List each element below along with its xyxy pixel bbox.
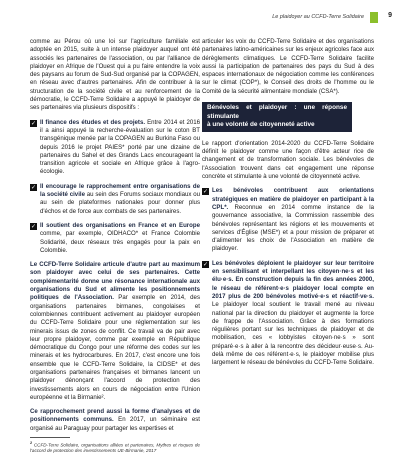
- header-title: Le plaidoyer au CCFD-Terre Solidaire: [272, 14, 364, 20]
- section-heading-box: [202, 102, 352, 132]
- footnote-divider: [30, 437, 70, 438]
- section-heading-line-2: à une volonté de citoyenneté active: [207, 121, 315, 129]
- bullet-text: comme, par exemple, OIDHACO* et France Colombie Solidarité, deux réseaux très engagés pour la paix en Colombie.: [40, 230, 200, 254]
- bullet-civil-society: [30, 183, 200, 216]
- header-accent-bar: [370, 12, 378, 23]
- bullet-text: au sein des Forums sociaux mondiaux ou au sein de plateformes nationales pour donner plus d'échos et de force aux combats de ses partenaires.: [40, 191, 200, 215]
- bullet-lead: Il soutient des organisations en France et en Europe: [40, 221, 200, 229]
- page-number: 9: [388, 12, 392, 19]
- section-heading-line-1: Bénévoles et plaidoyer : une réponse stimulante: [207, 104, 347, 120]
- left-paragraph-3: [30, 408, 200, 433]
- bullet-lead: Il encourage le rapprochement entre organisations de la société civile: [40, 182, 200, 199]
- bullet-text: Entre 2014 et 2016 il a ainsi appuyé la recherche-évaluation sur le coton BT transgénique menée par la COPAGEN au Burkina Faso ou depuis 2016 le projet PAIES* porté par une dizaine de partenaires du Sahel et des Grands Lacs encourageant la transition agricole et sociale en Afrique grâce à l'agro-écologie.: [40, 118, 200, 176]
- check-box-icon: ✓: [202, 188, 209, 196]
- bullet-europe: [30, 222, 200, 255]
- page-header: [0, 6, 400, 26]
- check-box-icon: ✓: [30, 222, 37, 230]
- left-paragraph-2: [30, 261, 200, 402]
- left-column: [30, 38, 200, 453]
- bullet-lead: Les bénévoles contribuent aux orientations stratégiques en matière de plaidoyer en participant à la CPL*.: [212, 187, 374, 211]
- footnote-text: CCFD-Terre Solidaire, organisations alliées et partenaires, Mythes et risques de l'accord de protection des investissements UE-Birmanie, 2017: [30, 442, 200, 453]
- left-paragraph-1: comme au Pérou où une loi sur l'agriculture familiale est adoptée en 2015, suite à un intense plaidoyer auquel ont été associés les partenaires de l'association, ou par l'alliance de plaidoyer en Afrique de l'Ouest qui a pu faire entendre la voix des paysans au forum de Sud-Sud organisé par la COPAGEN, en réseau avec d'autres partenaires. Afin de contribuer à la structuration de la société civile et au renforcement de la démocratie, le CCFD-Terre Solidaire a appuyé le plaidoyer de ses partenaires via plusieurs dispositifs :: [30, 38, 200, 112]
- right-paragraph-2: Le rapport d'orientation 2014-2020 du CCFD-Terre Solidaire définit le plaidoyer comme une façon d'être acteur rice de changement et de transformation sociale. Les bénévoles de l'Association trouvent dans cet engagement une réponse concrète et stimulante à une volonté de citoyenneté active.: [202, 139, 374, 181]
- check-box-icon: ✓: [202, 260, 209, 268]
- right-column: [202, 38, 374, 374]
- paragraph-text: Par exemple en 2014, des organisations partenaires birmanes, congolaises et colombiennes contribuent activement au plaidoyer européen du CCFD-Terre Solidaire pour une réglementation sur les minerais issus de zones de conflit. Ce travail va de pair avec leur propre plaidoyer, comme par exemple en République démocratique du Congo pour une réforme des codes sur les minerais et les hydrocarbures. En 2017, c'est encore une fois ensemble que le CCFD-Terre Solidaire, la CIDSE* et des organisations partenaires françaises et birmanes lancent un plaidoyer dénonçant l'accord de protection des investissements alors en cours de négociation entre l'Union européenne et la Birmanie².: [30, 294, 200, 401]
- bullet-studies: [30, 119, 200, 177]
- footnote: [30, 441, 200, 453]
- right-paragraph-1: articuler les voix du CCFD-Terre Solidaire et des organisations partenaires latino-américaines sur les enjeux agricoles face aux dérèglements climatiques. Le CCFD-Terre Solidaire facilite aussi la participation de partenaires des pays du Sud à des espaces internationaux de négociation comme les conférences sur le climat (COP*), le Conseil des droits de l'homme ou le Comité de la sécurité alimentaire mondiale (CSA*).: [202, 38, 374, 95]
- paragraph-lead: Ce rapprochement prend aussi la forme d'analyses et de positionnements communs.: [30, 408, 200, 424]
- bullet-territory: [202, 260, 374, 368]
- bullet-text: Le plaidoyer local soutient le travail mené au niveau national par la direction du plaidoyer et augmente la force de frappe de l'Association. Grâce à des formations régulières portant sur les techniques de plaidoyer et de mobilisation, ces « lobbyistes citoyen·ne·s » sont préparé·e·s à aller à la rencontre des décideur·euse·s. Au-delà même de ces référent·e·s, le plaidoyer mobilise plus largement le réseau de bénévoles du CCFD-Terre Solidaire.: [212, 301, 374, 367]
- bullet-lead: Les bénévoles déploient le plaidoyer sur leur territoire en sensibilisant et interpellant les citoyen·ne·s et les élu·e·s. En construction depuis la fin des années 2000, le réseau de référent·e·s plaidoyer local compte en 2017 plus de 200 bénévoles motivé·e·s et réactif·ve·s.: [212, 259, 374, 300]
- bullet-text: Reconnue en 2014 comme instance de la gouvernance associative, la Commission rassemble des bénévoles représentant les régions et les mouvements et services d'Église (MSE*) et a pour mission de préparer et d'alimenter les choix de l'Association en matière de plaidoyer.: [212, 203, 374, 253]
- check-box-icon: ✓: [30, 183, 37, 191]
- check-box-icon: ✓: [30, 119, 37, 127]
- footnote-number: 2: [30, 440, 33, 445]
- paragraph-text: En 2017, un séminaire est organisé au Paraguay pour partager les expertises et: [30, 416, 200, 432]
- bullet-lead: Il finance des études et des projets.: [40, 118, 146, 126]
- paragraph-lead: Le CCFD-Terre Solidaire articule d'autre part au maximum son plaidoyer avec celui de ses partenaires. Cette complémentarité donne une résonance internationale aux organisations du Sud et alimente les positionnements politiques de l'Association.: [30, 261, 200, 302]
- bullet-strategy: [202, 187, 374, 253]
